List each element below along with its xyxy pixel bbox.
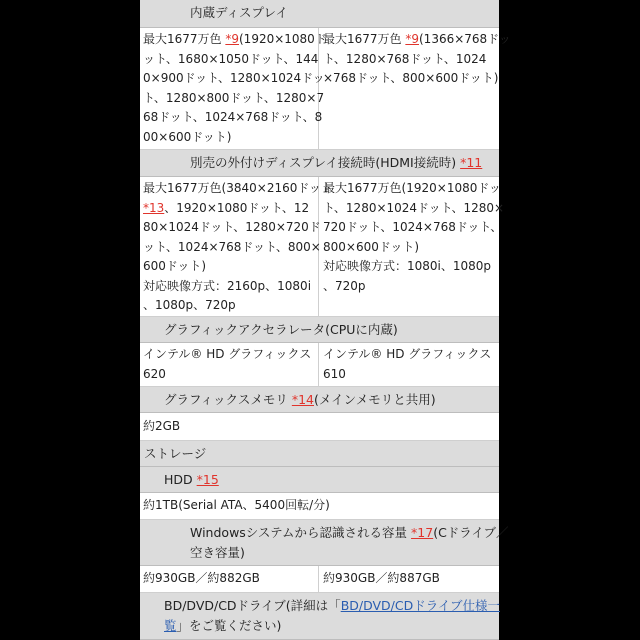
footnote-link-11[interactable]: *11 — [460, 155, 483, 170]
cell-internal-model-b: 最大1677万色 *9(1366×768ドッ ト、1280×768ドット、1024 ×768ドット、800×600ドット) — [323, 32, 511, 85]
footnote-link-9[interactable]: *9 — [405, 32, 419, 46]
optical-drive-spec-link-cont[interactable]: 覧 — [164, 618, 177, 633]
optical-drive-spec-link[interactable]: BD/DVD/CDドライブ仕様一 — [340, 598, 500, 613]
cell-capacity-model-a: 約930GB／約882GB — [140, 566, 319, 592]
cell-external-model-a: 最大1677万色(3840×2160ドット *13、1920×1080ドット、12 80×1024ドット、1280×720ド ット、1024×768ドット、800× 600ドット) 対応映像方式：2160p、1080i 、1080p、720p — [140, 177, 319, 316]
vram-row — [140, 413, 499, 441]
internal-display-row — [140, 28, 511, 150]
section-header-external-display — [140, 150, 499, 177]
section-title: 内蔵ディスプレイ — [190, 5, 288, 20]
section-title: HDD — [164, 472, 197, 487]
cell-internal-model-a: 最大1677万色 *9(1920×1080ド ット、1680×1050ドット、144 0×900ドット、1280×1024ドッ ト、1280×800ドット、1280×7 68ドット、1024×768ドット、8 00×600ドット) — [140, 28, 319, 149]
section-title: ストレージ — [144, 446, 207, 461]
cell-hdd-value: 約1TB(Serial ATA、5400回転/分) — [143, 498, 330, 512]
external-display-row — [140, 177, 505, 317]
cell-capacity-model-b: 約930GB／約887GB — [323, 571, 440, 585]
section-header-vram: グラフィックスメモリ *14(メインメモリと共用) — [140, 387, 499, 413]
gpu-row — [140, 343, 499, 387]
section-header-gpu — [140, 317, 499, 343]
section-header-storage — [140, 441, 499, 467]
hdd-row — [140, 493, 499, 520]
section-header-capacity: Windowsシステムから認識される容量 *17(Cドライブ／ 空き容量) — [140, 520, 499, 566]
cell-vram-value: 約2GB — [143, 419, 181, 433]
section-title: グラフィックアクセラレータ(CPUに内蔵) — [164, 322, 398, 337]
footnote-link-9[interactable]: *9 — [225, 32, 239, 46]
section-header-internal-display — [140, 0, 499, 28]
section-title: Windowsシステムから認識される容量 — [190, 525, 412, 540]
footnote-link-14[interactable]: *14 — [291, 392, 315, 407]
footnote-link-15[interactable]: *15 — [196, 472, 219, 487]
spec-table — [140, 0, 511, 640]
footnote-link-17[interactable]: *17 — [411, 525, 434, 540]
cell-gpu-model-a: インテル® HD グラフィックス 620 — [140, 343, 319, 386]
cell-external-model-b: 最大1677万色(1920×1080ドッ ト、1280×1024ドット、1280× 720ドット、1024×768ドット、 800×600ドット) 対応映像方式：1080i、1080p 、720p — [323, 181, 505, 293]
section-title: BD/DVD/CDドライブ(詳細は「 — [164, 598, 341, 613]
cell-gpu-model-b: インテル® HD グラフィックス 610 — [323, 347, 492, 381]
section-title: グラフィックスメモリ — [164, 392, 292, 407]
section-title: 別売の外付けディスプレイ接続時(HDMI接続時) — [190, 155, 461, 170]
section-header-hdd — [140, 467, 499, 493]
capacity-row — [140, 566, 499, 593]
section-header-optical-drive: BD/DVD/CDドライブ(詳細は「BD/DVD/CDドライブ仕様一 覧」をご覧ください) — [140, 593, 499, 640]
footnote-link-13[interactable]: *13 — [143, 200, 165, 215]
